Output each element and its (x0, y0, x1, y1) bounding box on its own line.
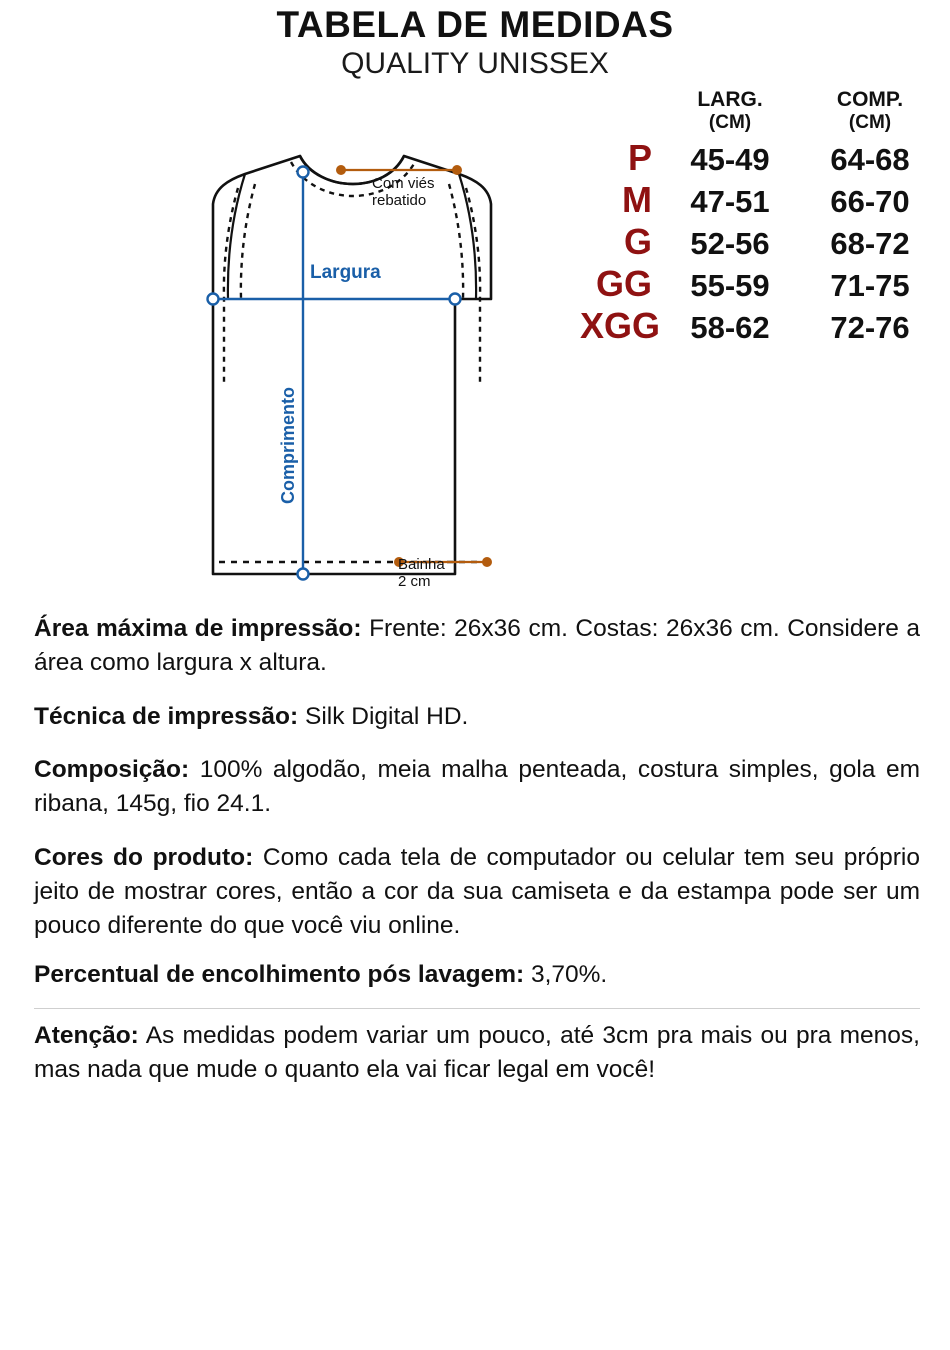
column-header-largura-label: LARG. (697, 87, 763, 111)
detail-area-text: Frente: 26x36 cm. Costas: 26x36 cm. Considere a área como largura x altura. (34, 615, 920, 676)
detail-composicao-text: 100% algodão, meia malha penteada, costura simples, gola em ribana, 145g, fio 24.1. (34, 756, 920, 818)
product-details (34, 612, 920, 1107)
detail-encolhimento-text: 3,70%. (524, 961, 608, 989)
size-label: XGG (580, 305, 661, 347)
section-divider (34, 1008, 920, 1009)
callout-bainha-line2: 2 cm (398, 572, 431, 590)
column-header-comprimento-unit: (CM) (848, 112, 892, 134)
size-largura-value: 45-49 (690, 142, 770, 178)
table-row (580, 305, 940, 347)
detail-atencao-text: As medidas podem variar um pouco, até 3cm pra mais ou pra menos, mas nada que mude o quanto ela vai ficar legal em você! (34, 1022, 920, 1083)
detail-atencao-label: Atenção: (34, 1022, 139, 1050)
size-largura-value: 52-56 (690, 226, 770, 262)
top-section (0, 84, 950, 614)
detail-atencao (34, 1019, 920, 1087)
size-comprimento-value: 68-72 (830, 226, 910, 262)
size-label: GG (595, 263, 652, 305)
detail-tecnica-text: Silk Digital HD. (298, 702, 469, 730)
size-table (580, 84, 940, 347)
size-comprimento-value: 71-75 (830, 268, 910, 304)
callout-vies-line2: rebatido (372, 191, 427, 209)
detail-area-impressao (34, 612, 920, 680)
table-row (580, 221, 940, 263)
size-comprimento-value: 64-68 (830, 142, 910, 178)
table-row (580, 137, 940, 179)
table-row (580, 263, 940, 305)
largura-label: Largura (310, 261, 381, 283)
tank-top-diagram (95, 84, 565, 609)
table-row (580, 179, 940, 221)
comprimento-label: Comprimento (278, 386, 298, 504)
size-largura-value: 58-62 (690, 310, 770, 346)
size-comprimento-value: 72-76 (830, 310, 910, 346)
column-header-comprimento (800, 88, 940, 134)
column-header-largura-unit: (CM) (708, 112, 752, 134)
detail-composicao-label: Composição: (34, 756, 190, 784)
callout-vies-line1: Com viés (372, 174, 435, 192)
callout-vies-rebatido (372, 176, 435, 210)
column-header-comprimento-label: COMP. (836, 87, 904, 111)
page-subtitle: QUALITY UNISSEX (341, 46, 609, 80)
detail-cores-text: Como cada tela de computador ou celular tem seu próprio jeito de mostrar cores, então a cor da sua camiseta e da estampa pode ser um pouco diferente do que você viu online. (34, 843, 920, 939)
callout-bainha-line1: Bainha (398, 555, 445, 573)
detail-encolhimento (34, 958, 920, 992)
size-label: M (622, 179, 652, 221)
callout-bainha (398, 557, 445, 591)
size-largura-value: 47-51 (690, 184, 770, 220)
size-largura-value: 55-59 (690, 268, 770, 304)
detail-cores-produto (34, 841, 920, 942)
size-label: P (627, 137, 652, 179)
detail-composicao (34, 753, 920, 821)
detail-area-label: Área máxima de impressão: (34, 615, 362, 642)
size-label: G (623, 221, 652, 263)
size-comprimento-value: 66-70 (830, 184, 910, 220)
detail-encolhimento-label: Percentual de encolhimento pós lavagem: (34, 961, 525, 989)
detail-tecnica-label: Técnica de impressão: (34, 702, 299, 730)
detail-tecnica-impressao (34, 700, 920, 734)
detail-cores-label: Cores do produto: (34, 843, 254, 871)
column-header-largura (660, 88, 800, 134)
page-title: TABELA DE MEDIDAS (276, 4, 674, 45)
size-table-header (580, 84, 940, 134)
